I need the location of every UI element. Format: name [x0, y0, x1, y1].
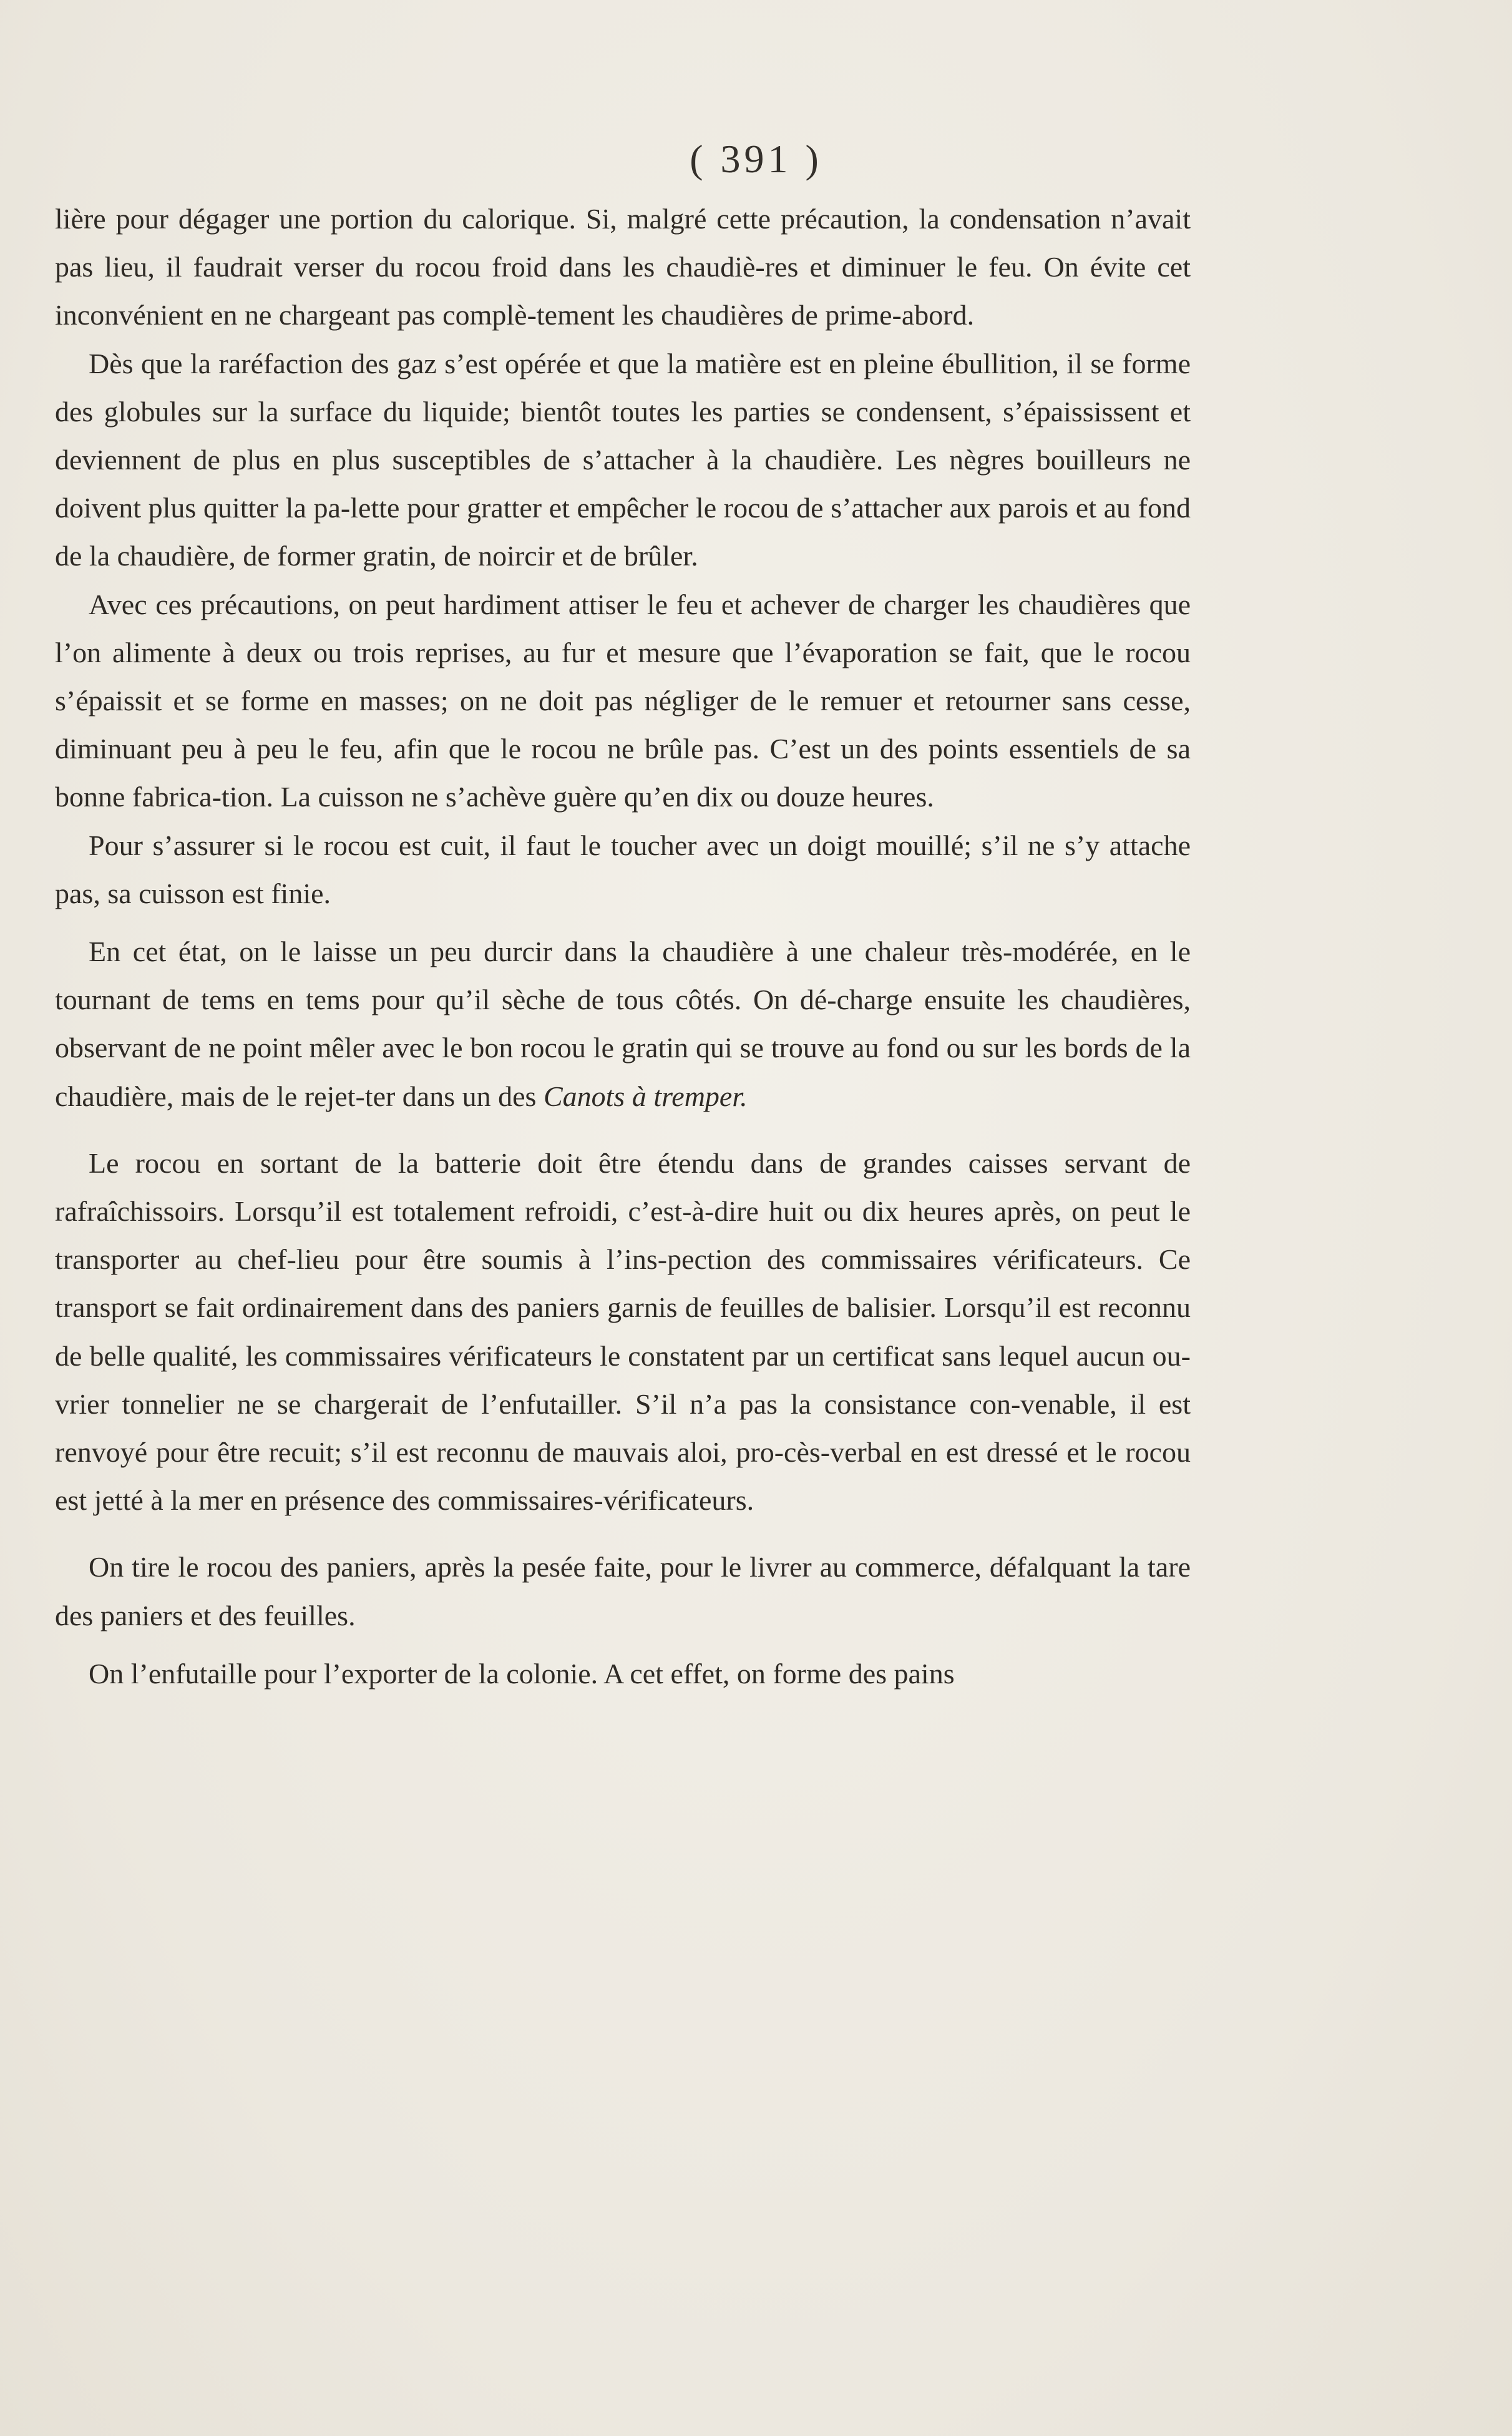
body-text	[55, 195, 1191, 1698]
paragraph-2: Dès que la raréfaction des gaz s’est opérée et que la matière est en pleine ébullition, il se forme des globules sur la surface du liquide; bientôt toutes les parties se condensent, s’épaississent et deviennent de plus en plus susceptibles de s’attacher à la chaudière. Les nègres bouilleurs ne doivent plus quitter la pa-lette pour gratter et empêcher le rocou de s’attacher aux parois et au fond de la chaudière, de former gratin, de noircir et de brûler.	[55, 347, 1191, 572]
paragraph-8: On l’enfutaille pour l’exporter de la colonie. A cet effet, on forme des pains	[89, 1657, 955, 1690]
italic-phrase: Canots à tremper.	[543, 1080, 748, 1112]
paragraph-7: On tire le rocou des paniers, après la pesée faite, pour le livrer au commerce, défalquant la tare des paniers et des feuilles.	[55, 1551, 1191, 1631]
paragraph-6: Le rocou en sortant de la batterie doit être étendu dans de grandes caisses servant de rafraîchissoirs. Lorsqu’il est totalement refroidi, c’est-à-dire huit ou dix heures après, on peut le transporter au chef-lieu pour être soumis à l’ins-pection des commissaires vérificateurs. Ce transport se fait ordinairement dans des paniers garnis de feuilles de balisier. Lorsqu’il est reconnu de belle qualité, les commissaires vérificateurs le constatent par un certificat sans lequel aucun ou-vrier tonnelier ne se chargerait de l’enfutailler. S’il n’a pas la consistance con-venable, il est renvoyé pour être recuit; s’il est reconnu de mauvais aloi, pro-cès-verbal en est dressé et le rocou est jetté à la mer en présence des commissaires-vérificateurs.	[55, 1147, 1191, 1517]
paragraph-5-text: En cet état, on le laisse un peu durcir dans la chaudière à une chaleur très-modérée, en le tournant de tems en tems pour qu’il sèche de tous côtés. On dé-charge ensuite les chaudières, observant de ne point mêler avec le bon rocou le gratin qui se trouve au fond ou sur les bords de la chaudière, mais de le rejet-ter dans un des	[55, 936, 1191, 1112]
paragraph-5	[55, 927, 1191, 1120]
paragraph-4: Pour s’assurer si le rocou est cuit, il faut le toucher avec un doigt mouillé; s’il ne s’y attache pas, sa cuisson est finie.	[55, 829, 1191, 909]
page-number: ( 391 )	[690, 137, 822, 181]
paragraph-1: lière pour dégager une portion du calorique. Si, malgré cette précaution, la condensation n’avait pas lieu, il faudrait verser du rocou froid dans les chaudiè-res et diminuer le feu. On évite cet inconvénient en ne chargeant pas complè-tement les chaudières de prime-abord.	[55, 203, 1191, 331]
paragraph-3: Avec ces précautions, on peut hardiment attiser le feu et achever de charger les chaudières que l’on alimente à deux ou trois reprises, au fur et mesure que l’évaporation se fait, que le rocou s’épaissit et se forme en masses; on ne doit pas négliger de le remuer et retourner sans cesse, diminuant peu à peu le feu, afin que le rocou ne brûle pas. C’est un des points essentiels de sa bonne fabrica-tion. La cuisson ne s’achève guère qu’en dix ou douze heures.	[55, 588, 1191, 813]
